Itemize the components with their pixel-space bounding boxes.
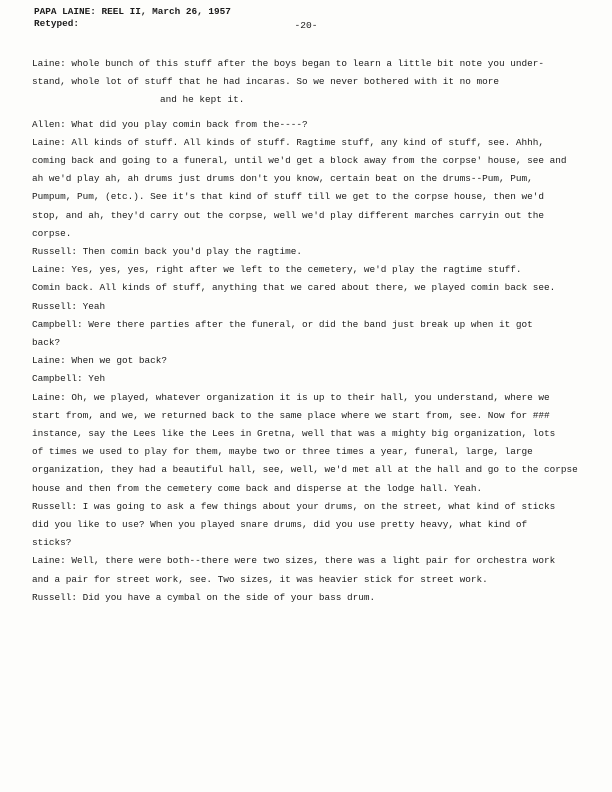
transcript-line: corpse. (32, 227, 72, 239)
transcript-paragraph (32, 243, 606, 261)
transcript-line: did you like to use? When you played snare drums, did you use pretty heavy, what kind of (32, 519, 528, 531)
transcript-paragraph (32, 589, 606, 607)
transcript-line: Russell: Yeah (32, 300, 106, 312)
transcript-line: stop, and ah, they'd carry out the corpse, well we'd play different marches carryin out the (32, 209, 544, 221)
transcript-line: Laine: When we got back? (32, 355, 168, 367)
header-retyped-label: Retyped: (34, 18, 80, 29)
transcript-paragraph (32, 261, 606, 297)
transcript-paragraph (32, 116, 606, 134)
transcript-paragraph (32, 389, 606, 498)
transcript-line: Laine: Oh, we played, whatever organization it is up to their hall, you understand, where we (32, 391, 550, 403)
transcript-line: sticks? (32, 537, 72, 549)
transcript-line: back? (32, 337, 61, 349)
transcript-line: Laine: Yes, yes, yes, right after we left to the cemetery, we'd play the ragtime stuff. (32, 264, 522, 276)
transcript-line: Laine: All kinds of stuff. All kinds of stuff. Ragtime stuff, any kind of stuff, see. Ahhh, (32, 136, 544, 148)
transcript-line: coming back and going to a funeral, until we'd get a block away from the corpse' house, see and (32, 155, 567, 167)
transcript-line: ah we'd play ah, ah drums just drums don't you know, certain beat on the drums--Pum, Pum, (32, 173, 533, 185)
transcript-line: Allen: What did you play comin back from the----? (32, 118, 308, 130)
transcript-paragraph (32, 298, 606, 316)
transcript-paragraph (32, 552, 606, 588)
transcript-line: stand, whole lot of stuff that he had incaras. So we never bothered with it no more (32, 76, 499, 88)
transcript-line: Comin back. All kinds of stuff, anything that we cared about there, we played comin back see. (32, 282, 556, 294)
transcript-line: Russell: Did you have a cymbal on the side of your bass drum. (32, 591, 376, 603)
transcript-paragraph (32, 370, 606, 388)
page-number: -20- (294, 20, 318, 31)
transcript-paragraph (32, 134, 606, 243)
transcript-line: Campbell: Were there parties after the funeral, or did the band just break up when it got (32, 318, 533, 330)
transcript-line: and a pair for street work, see. Two sizes, it was heavier stick for street work. (32, 573, 488, 585)
transcript-line: Campbell: Yeh (32, 373, 106, 385)
transcript-paragraph (32, 55, 606, 110)
transcript-line: Russell: I was going to ask a few things about your drums, on the street, what kind of sticks (32, 500, 556, 512)
transcript-line: Laine: whole bunch of this stuff after the boys began to learn a little bit note you under- (32, 58, 544, 69)
transcript-paragraph (32, 352, 606, 370)
transcript-line: Laine: Well, there were both--there were two sizes, there was a light pair for orchestra work (32, 555, 556, 567)
transcript-line: Russell: Then comin back you'd play the ragtime. (32, 246, 303, 258)
transcript-line: Pumpum, Pum, (etc.). See it's that kind of stuff till we get to the corpse house, then we'd (32, 191, 544, 203)
transcript-line: of times we used to play for them, maybe two or three times a year, funeral, large, large (32, 446, 533, 458)
transcript-line: start from, and we, we returned back to the same place where we start from, see. Now for ### (32, 409, 550, 421)
transcript-body (32, 55, 606, 607)
transcript-paragraph (32, 316, 606, 352)
header-title: PAPA LAINE: REEL II, March 26, 1957 (34, 6, 231, 17)
transcript-line: organization, they had a beautiful hall, see, well, we'd met all at the hall and go to the corpse (32, 464, 578, 476)
transcript-paragraph (32, 498, 606, 553)
transcript-line: and he kept it. (160, 94, 245, 106)
transcript-line: house and then from the cemetery come back and disperse at the lodge hall. Yeah. (32, 482, 483, 494)
transcript-line: instance, say the Lees like the Lees in Gretna, well that was a mighty big organization, lots (32, 428, 556, 440)
